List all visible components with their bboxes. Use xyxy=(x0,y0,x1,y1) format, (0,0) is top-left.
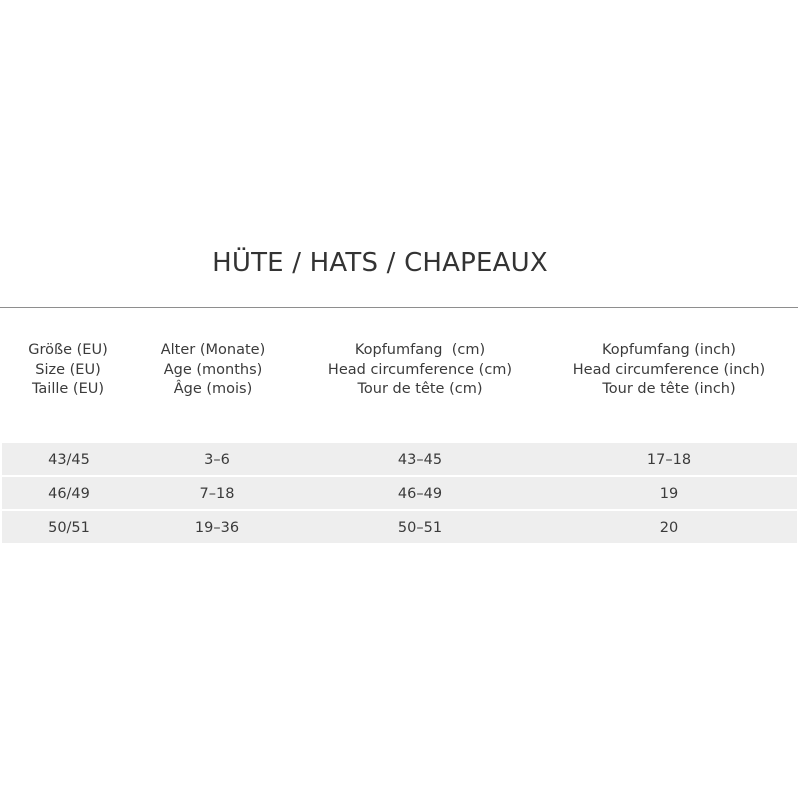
title-divider xyxy=(0,307,798,308)
header-label: Alter (Monate) xyxy=(160,342,266,358)
table-row xyxy=(2,511,797,543)
cell-age: 19–36 xyxy=(194,520,240,536)
header-size xyxy=(0,341,136,400)
header-label: Kopfumfang (cm) xyxy=(354,342,486,358)
header-label: Head circumference (inch) xyxy=(572,361,766,378)
page-title: HÜTE / HATS / CHAPEAUX xyxy=(212,248,548,278)
cell-head-inch: 17–18 xyxy=(646,452,692,468)
header-label: Age (months) xyxy=(163,361,263,378)
cell-head-inch: 20 xyxy=(659,520,679,536)
cell-head-cm: 50–51 xyxy=(397,520,443,536)
cell-head-cm: 43–45 xyxy=(397,452,443,468)
table-row xyxy=(2,443,797,475)
header-head-cm xyxy=(300,341,540,400)
header-label: Tour de tête (cm) xyxy=(357,381,483,397)
size-table-body xyxy=(2,443,797,545)
cell-size: 50/51 xyxy=(48,520,90,536)
cell-age: 7–18 xyxy=(199,486,235,502)
cell-head-inch: 19 xyxy=(659,486,679,502)
header-head-inch xyxy=(540,341,798,400)
table-header xyxy=(0,341,800,401)
cell-age: 3–6 xyxy=(204,452,230,468)
cell-size: 43/45 xyxy=(48,452,90,468)
cell-size: 46/49 xyxy=(48,486,90,502)
header-label: Head circumference (cm) xyxy=(327,361,513,378)
header-label: Size (EU) xyxy=(35,361,101,378)
header-label: Âge (mois) xyxy=(173,381,253,397)
header-label: Taille (EU) xyxy=(31,381,105,397)
header-label: Größe (EU) xyxy=(28,342,108,358)
header-label: Kopfumfang (inch) xyxy=(602,342,736,358)
header-label: Tour de tête (inch) xyxy=(602,381,736,397)
header-age xyxy=(136,341,290,400)
cell-head-cm: 46–49 xyxy=(397,486,443,502)
table-row xyxy=(2,477,797,509)
